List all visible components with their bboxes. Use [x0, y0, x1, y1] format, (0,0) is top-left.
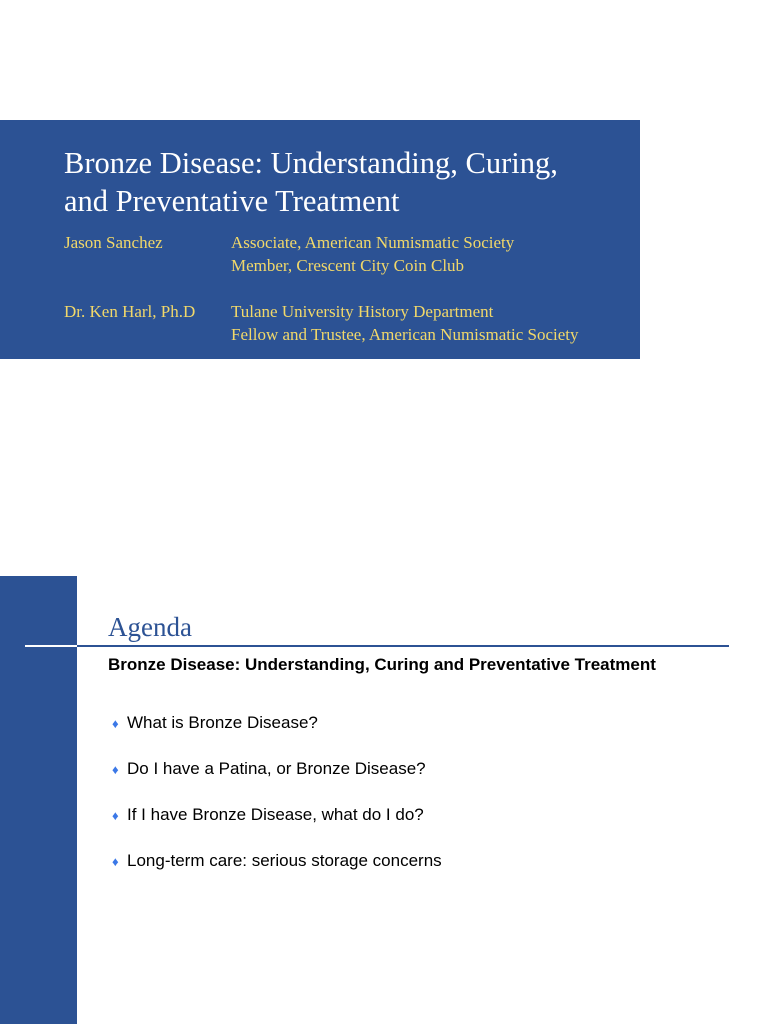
author-roles-2: [231, 300, 579, 346]
list-item: [112, 700, 442, 746]
author-2-role-1: Tulane University History Department: [231, 302, 494, 321]
heading-divider: [77, 645, 729, 647]
title-line-1: Bronze Disease: Understanding, Curing,: [64, 146, 558, 180]
presentation-title: [64, 144, 634, 220]
list-item: [112, 792, 442, 838]
author-name-2: Dr. Ken Harl, Ph.D: [64, 302, 196, 321]
author-roles-1: [231, 231, 514, 277]
diamond-bullet-icon: ♦: [112, 761, 119, 777]
diamond-bullet-icon: ♦: [112, 715, 119, 731]
agenda-subtitle: Bronze Disease: Understanding, Curing and Preventative Treatment: [108, 655, 656, 674]
list-item-text: What is Bronze Disease?: [127, 713, 318, 732]
agenda-heading: Agenda: [108, 612, 192, 642]
sidebar-divider: [25, 645, 77, 647]
list-item-text: Long-term care: serious storage concerns: [127, 851, 442, 870]
list-item-text: Do I have a Patina, or Bronze Disease?: [127, 759, 426, 778]
author-2-role-2: Fellow and Trustee, American Numismatic Society: [231, 325, 579, 344]
title-line-2: and Preventative Treatment: [64, 184, 400, 218]
diamond-bullet-icon: ♦: [112, 853, 119, 869]
agenda-sidebar: [0, 576, 77, 1024]
diamond-bullet-icon: ♦: [112, 807, 119, 823]
title-slide: [0, 120, 640, 359]
author-1-role-1: Associate, American Numismatic Society: [231, 233, 515, 252]
list-item: [112, 838, 442, 884]
agenda-list: [112, 700, 442, 884]
author-1-role-2: Member, Crescent City Coin Club: [231, 256, 465, 275]
list-item-text: If I have Bronze Disease, what do I do?: [127, 805, 424, 824]
list-item: [112, 746, 442, 792]
author-name-1: Jason Sanchez: [64, 233, 163, 252]
